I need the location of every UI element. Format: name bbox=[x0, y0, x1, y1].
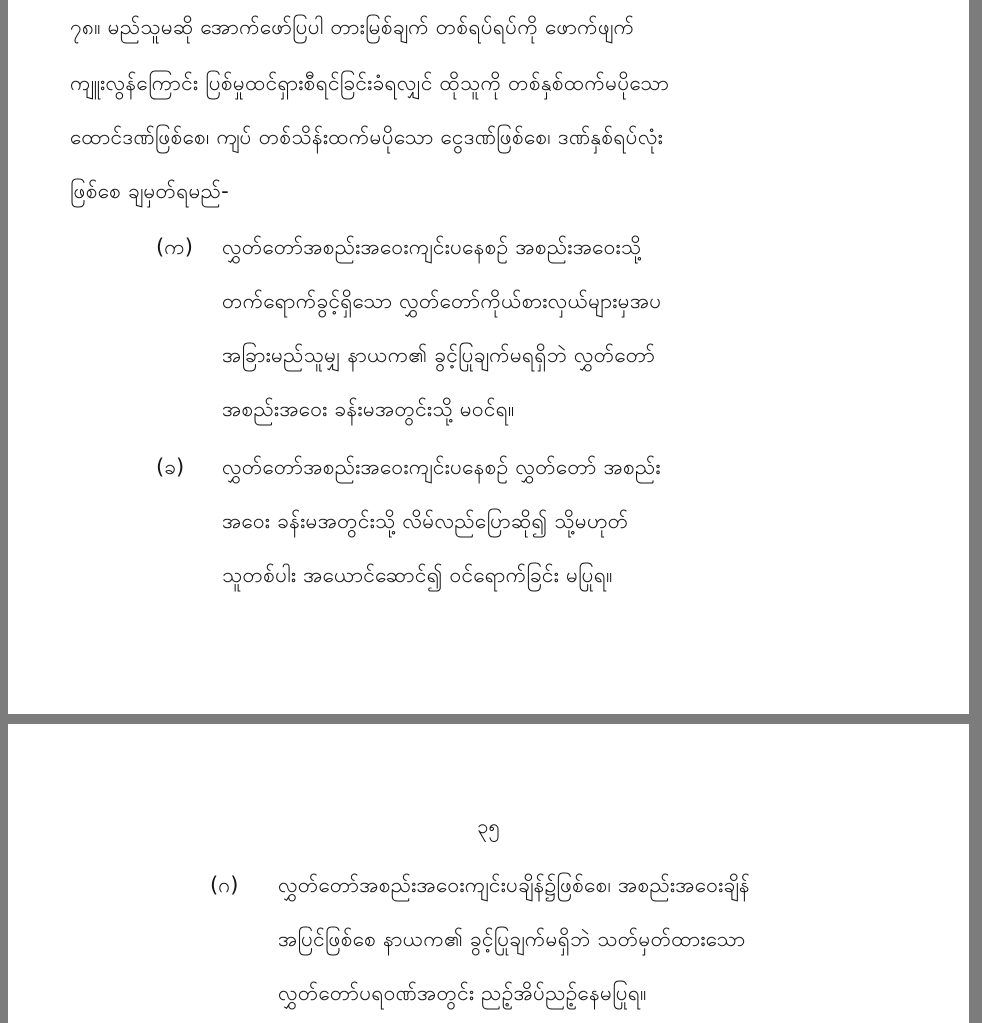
clause-line: လွှတ်တော်ပရဝဏ်အတွင်း ညဉ့်အိပ်ညဉ့်နေမပြုရ။ bbox=[278, 981, 647, 1005]
document-page-lower bbox=[8, 724, 969, 1023]
clause-line: အခြားမည်သူမျှ နာယက၏ ခွင့်ပြုချက်မရရှိဘဲ လွှတ်တော် bbox=[222, 343, 656, 367]
clause-line: လွှတ်တော်အစည်းအဝေးကျင်းပချိန်၌ဖြစ်စေ၊ အစည်းအဝေးချိန် bbox=[278, 873, 750, 897]
clause-line: သူတစ်ပါး အယောင်ဆောင်၍ ဝင်ရောက်ခြင်း မပြုရ။ bbox=[222, 563, 613, 587]
clause-line: အဝေး ခန်းမအတွင်းသို့ လိမ်လည်ပြောဆို၍ သို့မဟုတ် bbox=[222, 509, 629, 533]
section-line: ကျူးလွန်ကြောင်း ပြစ်မှုထင်ရှားစီရင်ခြင်းခံရလျှင် ထိုသူကို တစ်နှစ်ထက်မပိုသော bbox=[70, 71, 670, 95]
clause-line: တက်ရောက်ခွင့်ရှိသော လွှတ်တော်ကိုယ်စားလှယ်များမှအပ bbox=[222, 289, 662, 313]
clause-line: လွှတ်တော်အစည်းအဝေးကျင်းပနေစဉ် အစည်းအဝေးသို့ bbox=[222, 235, 642, 259]
document-page-upper bbox=[8, 0, 969, 714]
section-line: ထောင်ဒဏ်ဖြစ်စေ၊ ကျပ် တစ်သိန်းထက်မပိုသော ငွေဒဏ်ဖြစ်စေ၊ ဒဏ်နှစ်ရပ်လုံး bbox=[70, 125, 664, 149]
page-number: ၃၅ bbox=[477, 814, 500, 838]
clause-line: အပြင်ဖြစ်စေ နာယက၏ ခွင့်ပြုချက်မရှိဘဲ သတ်မှတ်ထားသော bbox=[278, 927, 746, 951]
clause-marker: (က) bbox=[156, 235, 193, 259]
clause-line: လွှတ်တော်အစည်းအဝေးကျင်းပနေစဉ် လွှတ်တော် အစည်း bbox=[222, 455, 661, 479]
clause-marker: (ဂ) bbox=[210, 873, 239, 897]
clause-line: အစည်းအဝေး ခန်းမအတွင်းသို့ မဝင်ရ။ bbox=[222, 397, 515, 421]
section-line: ၇၈။ မည်သူမဆို အောက်ဖော်ပြပါ တားမြစ်ချက် တစ်ရပ်ရပ်ကို ဖောက်ဖျက် bbox=[70, 15, 635, 39]
section-line: ဖြစ်စေ ချမှတ်ရမည်- bbox=[70, 179, 229, 203]
clause-marker: (ခ) bbox=[156, 455, 185, 479]
